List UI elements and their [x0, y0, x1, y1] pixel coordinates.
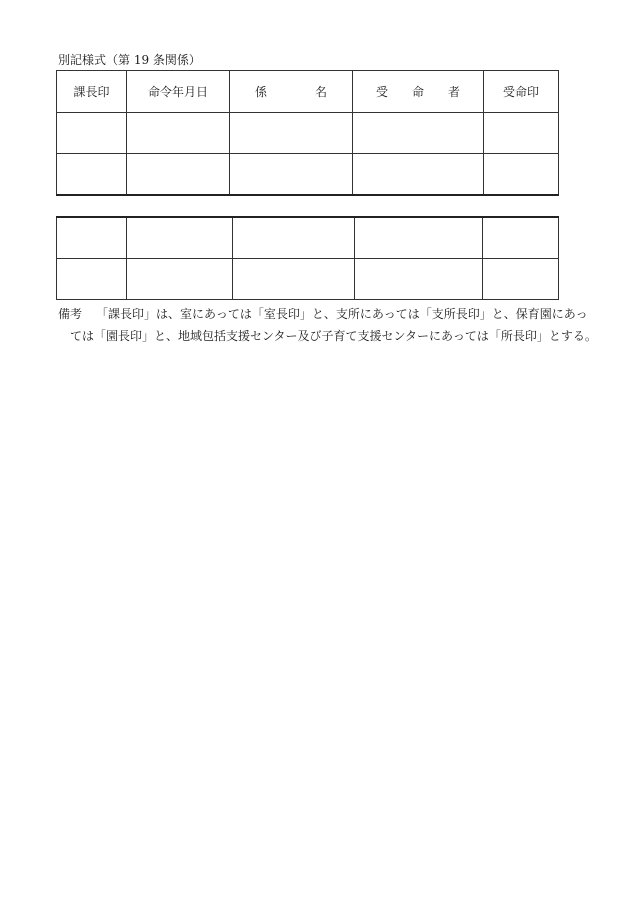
- table-cell: [57, 259, 127, 300]
- form-label: 別記様式（第 19 条関係）: [58, 53, 201, 67]
- table-cell: [355, 217, 483, 259]
- table-row: [57, 217, 559, 259]
- table-header-row: [57, 71, 559, 113]
- table-cell: [57, 113, 127, 154]
- table-cell: [230, 113, 353, 154]
- table-cell: [230, 154, 353, 196]
- header-recipient: 受 命 者: [353, 71, 484, 113]
- remarks-text-1: 「課長印」は、室にあっては「室長印」と、支所にあっては「支所長印」と、保育園にあっ: [96, 307, 588, 321]
- table-cell: [57, 217, 127, 259]
- command-register-table: [56, 70, 559, 196]
- command-register-continuation-table: [56, 216, 559, 300]
- table-cell: [483, 217, 559, 259]
- table-cell: [355, 259, 483, 300]
- remarks-title: 備考: [58, 307, 83, 321]
- table-cell: [127, 259, 233, 300]
- table-cell: [484, 154, 559, 196]
- table-row: [57, 154, 559, 196]
- table-cell: [127, 154, 230, 196]
- remarks-text-2: ては「園長印」と、地域包括支援センター及び子育て支援センターにあっては「所長印」とする。: [70, 329, 597, 343]
- table-cell: [57, 154, 127, 196]
- remarks-line-1: [58, 303, 588, 325]
- header-order-date: 命令年月日: [127, 71, 230, 113]
- table-cell: [353, 154, 484, 196]
- header-recipient-seal: 受命印: [484, 71, 559, 113]
- table-cell: [233, 259, 355, 300]
- table-row: [57, 113, 559, 154]
- table-cell: [353, 113, 484, 154]
- table-cell: [127, 217, 233, 259]
- table-cell: [233, 217, 355, 259]
- table-cell: [483, 259, 559, 300]
- header-section-chief-seal: 課長印: [57, 71, 127, 113]
- table-cell: [484, 113, 559, 154]
- header-staff-name: 係 名: [230, 71, 353, 113]
- table-cell: [127, 113, 230, 154]
- table-row: [57, 259, 559, 300]
- remarks-note: [58, 303, 597, 347]
